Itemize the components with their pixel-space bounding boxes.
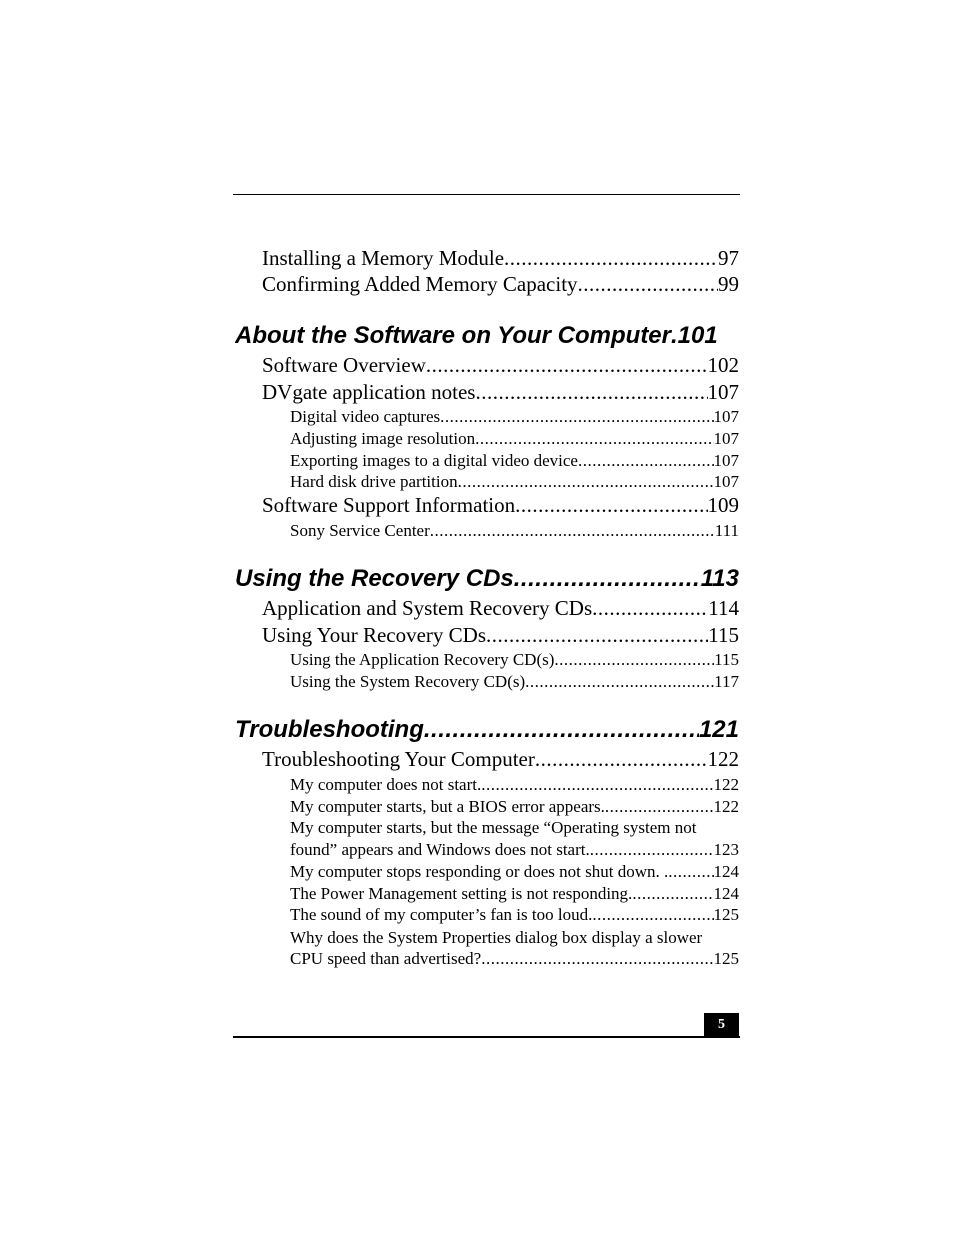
toc-entry-software-overview[interactable]: Software Overview ..... 102 <box>262 353 739 378</box>
leader-dots <box>424 716 699 744</box>
toc-entry-adjusting-image-resolution[interactable]: Adjusting image resolution ..... 107 <box>290 429 739 449</box>
toc-page-number: 111 <box>714 521 739 540</box>
leader-dots <box>590 840 714 860</box>
toc-page-number: .101 <box>671 322 718 349</box>
toc-page-number: 117 <box>714 672 739 691</box>
toc-page-number: 122 <box>707 747 739 771</box>
toc-page-number: 99 <box>718 272 739 296</box>
toc-entry-dvgate-notes[interactable]: DVgate application notes ..... 107 <box>262 380 739 405</box>
toc-entry-stops-responding[interactable]: My computer stops responding or does not shut down. . ..... 124 <box>290 862 739 882</box>
leader-dots <box>475 380 707 405</box>
leader-dots <box>504 246 718 271</box>
toc-page-number: 107 <box>713 429 739 448</box>
toc-page-number: 107 <box>713 451 739 470</box>
toc-page-number: 107 <box>713 407 739 426</box>
leader-dots <box>514 565 701 593</box>
toc-page-number: 123 <box>713 840 739 859</box>
leader-dots <box>578 451 714 471</box>
toc-entry-cpu-speed-line1[interactable]: Why does the System Properties dialog box display a slower <box>290 928 703 947</box>
leader-dots <box>525 672 714 692</box>
leader-dots <box>430 521 715 541</box>
leader-dots <box>486 623 708 648</box>
leader-dots <box>515 493 707 518</box>
toc-section-recovery-cds[interactable]: Using the Recovery CDs ..... 113 <box>235 565 739 593</box>
leader-dots <box>592 905 713 925</box>
toc-page-number: 107 <box>713 472 739 491</box>
toc-section-about-software[interactable]: About the Software on Your Computer .101 <box>235 322 718 349</box>
toc-entry-digital-video-captures[interactable]: Digital video captures ..... 107 <box>290 407 739 427</box>
leader-dots <box>592 596 708 621</box>
leader-dots <box>578 272 718 297</box>
toc-page-number: 97 <box>718 246 739 270</box>
toc-entry-confirming-memory[interactable]: Confirming Added Memory Capacity ..... 99 <box>262 272 739 297</box>
page-number-badge: 5 <box>704 1013 739 1037</box>
leader-dots <box>668 862 713 882</box>
toc-page-number: 125 <box>713 949 739 968</box>
toc-page-number: 122 <box>713 775 739 794</box>
leader-dots <box>475 429 713 449</box>
toc-page-number: 115 <box>714 650 739 669</box>
toc-entry-os-not-found-line1[interactable]: My computer starts, but the message “Operating system not <box>290 818 697 837</box>
leader-dots <box>481 949 713 969</box>
toc-page-number: 114 <box>708 596 739 620</box>
toc-entry-fan-too-loud[interactable]: The sound of my computer’s fan is too loud. ..... 125 <box>290 905 739 925</box>
toc-entry-bios-error[interactable]: My computer starts, but a BIOS error appears. ..... 122 <box>290 797 739 817</box>
toc-section-troubleshooting[interactable]: Troubleshooting ..... 121 <box>235 716 739 744</box>
toc-entry-application-recovery-cd[interactable]: Using the Application Recovery CD(s) ..... 115 <box>290 650 739 670</box>
leader-dots <box>554 650 714 670</box>
toc-page-number: 125 <box>713 905 739 924</box>
toc-page-number: 124 <box>713 884 739 903</box>
bottom-rule <box>233 1036 740 1038</box>
toc-page-number: 107 <box>707 380 739 404</box>
toc-entry-using-recovery-cds[interactable]: Using Your Recovery CDs ..... 115 <box>262 623 739 648</box>
leader-dots <box>605 797 714 817</box>
toc-entry-exporting-images[interactable]: Exporting images to a digital video device ..... 107 <box>290 451 739 471</box>
toc-entry-system-recovery-cd[interactable]: Using the System Recovery CD(s) ..... 117 <box>290 672 739 692</box>
toc-entry-troubleshooting-computer[interactable]: Troubleshooting Your Computer ..... 122 <box>262 747 739 772</box>
leader-dots <box>426 353 708 378</box>
leader-dots <box>632 884 713 904</box>
toc-entry-installing-memory-module[interactable]: Installing a Memory Module ..... 97 <box>262 246 739 271</box>
toc-entry-computer-does-not-start[interactable]: My computer does not start. ..... 122 <box>290 775 739 795</box>
toc-page-number: 121 <box>698 716 739 743</box>
toc-page-number: 115 <box>708 623 739 647</box>
leader-dots <box>458 472 714 492</box>
toc-page-number: 113 <box>700 565 739 592</box>
leader-dots <box>481 775 713 795</box>
leader-dots <box>535 747 708 772</box>
toc-entry-sony-service-center[interactable]: Sony Service Center ..... 111 <box>290 521 739 541</box>
toc-page-number: 122 <box>713 797 739 816</box>
toc-entry-os-not-found[interactable]: found” appears and Windows does not start. ..... 123 <box>290 840 739 860</box>
toc-entry-cpu-speed[interactable]: CPU speed than advertised? ..... 125 <box>290 949 739 969</box>
toc-page-number: 102 <box>707 353 739 377</box>
toc-entry-power-management[interactable]: The Power Management setting is not responding. ..... 124 <box>290 884 739 904</box>
toc-entry-software-support[interactable]: Software Support Information ..... 109 <box>262 493 739 518</box>
toc-entry-application-system-recovery[interactable]: Application and System Recovery CDs ..... 114 <box>262 596 739 621</box>
leader-dots <box>440 407 713 427</box>
toc-page-number: 124 <box>713 862 739 881</box>
toc-page-number: 109 <box>707 493 739 517</box>
toc-entry-hard-disk-partition[interactable]: Hard disk drive partition ..... 107 <box>290 472 739 492</box>
